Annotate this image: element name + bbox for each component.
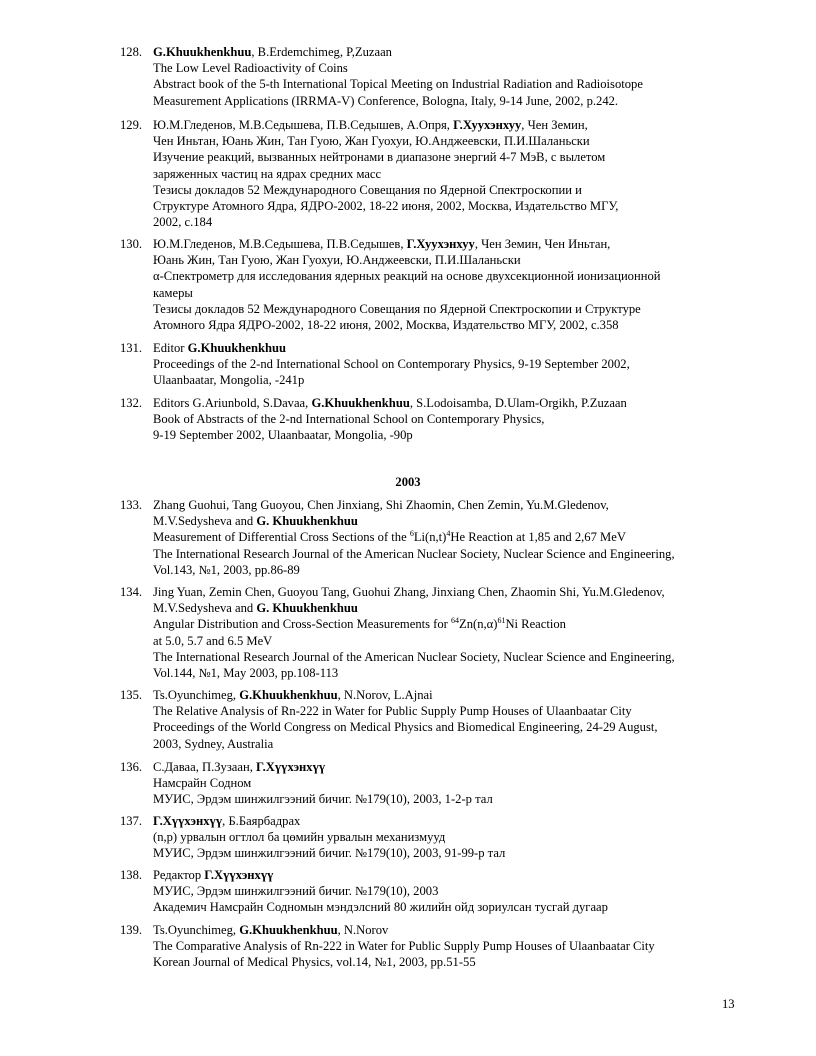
reference-authors: M.V.Sedysheva and G. Khuukhenkhuu — [153, 601, 358, 616]
reference-134 — [120, 584, 740, 681]
reference-number: 137. — [120, 814, 143, 828]
reference-133 — [120, 497, 740, 578]
reference-source: Vol.143, №1, 2003, pp.86-89 — [153, 562, 300, 577]
reference-source: Korean Journal of Medical Physics, vol.14, №1, 2003, pp.51-55 — [153, 955, 476, 970]
reference-130 — [120, 236, 740, 333]
highlighted-author: G.Khuukhenkhuu — [153, 45, 252, 59]
highlighted-author: Г.Хүүхэнхүү — [204, 868, 274, 882]
reference-source: Measurement Applications (IRRMA-V) Conference, Bologna, Italy, 9-14 June, 2002, p.242. — [153, 93, 619, 108]
reference-source: Атомного Ядра ЯДРО-2002, 18-22 июня, 2002, Москва, Издательство МГУ, 2002, с.358 — [153, 318, 619, 333]
reference-title: Изучение реакций, вызванных нейтронами в диапазоне энергий 4-7 МэВ, с вылетом — [153, 150, 606, 165]
reference-authors: Editor G.Khuukhenkhuu — [153, 341, 287, 355]
reference-number: 129. — [120, 118, 143, 132]
reference-title: камеры — [153, 285, 193, 300]
reference-source: Структуре Атомного Ядра, ЯДРО-2002, 18-22 июня, 2002, Москва, Издательство МГУ, — [153, 199, 619, 214]
reference-title: The Comparative Analysis of Rn-222 in Water for Public Supply Pump Houses of Ulaanbaatar City — [153, 939, 655, 954]
reference-title: (n,p) урвалын огтлол ба цөмийн урвалын механизмууд — [153, 830, 446, 845]
reference-authors: Ts.Oyunchimeg, G.Khuukhenkhuu, N.Norov, L.Ajnai — [153, 688, 433, 702]
reference-source: Abstract book of the 5-th International Topical Meeting on Industrial Radiation and Radioisotope — [153, 77, 643, 92]
highlighted-author: G. Khuukhenkhuu — [256, 601, 358, 616]
reference-authors: Юань Жин, Тан Гуою, Жан Гуохуи, Ю.Анджеевски, П.И.Шаланьски — [153, 253, 521, 268]
reference-source: Тезисы докладов 52 Международного Совещания по Ядерной Спектроскопии и Структуре — [153, 301, 641, 316]
reference-title: The Low Level Radioactivity of Coins — [153, 61, 348, 76]
reference-authors: M.V.Sedysheva and G. Khuukhenkhuu — [153, 514, 358, 529]
reference-135 — [120, 687, 740, 752]
year-heading: 2003 — [395, 475, 421, 489]
reference-number: 135. — [120, 688, 143, 702]
reference-number: 130. — [120, 237, 143, 251]
highlighted-author: G. Khuukhenkhuu — [256, 514, 358, 529]
reference-number: 131. — [120, 341, 143, 355]
reference-title: Proceedings of the 2-nd International School on Contemporary Physics, 9-19 September 2002, — [153, 357, 630, 372]
highlighted-author: Г.Хүүхэнхүү — [153, 814, 223, 828]
highlighted-author: Г.Хуухэнхуу — [453, 118, 522, 132]
reference-137 — [120, 813, 740, 862]
highlighted-author: G.Khuukhenkhuu — [239, 923, 338, 937]
reference-title: α-Спектрометр для исследования ядерных реакций на основе двухсекционной ионизационной — [153, 269, 661, 284]
reference-authors: Ts.Oyunchimeg, G.Khuukhenkhuu, N.Norov — [153, 923, 389, 937]
reference-source: 2003, Sydney, Australia — [153, 736, 274, 751]
reference-title: Book of Abstracts of the 2-nd International School on Contemporary Physics, — [153, 412, 545, 427]
reference-authors: С.Даваа, П.Зузаан, Г.Хүүхэнхүү — [153, 760, 326, 774]
highlighted-author: G.Khuukhenkhuu — [311, 396, 410, 410]
reference-number: 128. — [120, 45, 143, 59]
reference-authors: Г.Хүүхэнхүү, Б.Баярбадрах — [153, 814, 301, 828]
reference-source: 9-19 September 2002, Ulaanbaatar, Mongolia, -90p — [153, 428, 413, 443]
reference-source: Ulaanbaatar, Mongolia, -241p — [153, 373, 305, 388]
reference-title: Намсрайн Содном — [153, 776, 252, 791]
reference-139 — [120, 922, 740, 971]
highlighted-author: G.Khuukhenkhuu — [187, 341, 287, 355]
reference-title: The Relative Analysis of Rn-222 in Water for Public Supply Pump Houses of Ulaanbaatar City — [153, 704, 632, 719]
reference-number: 134. — [120, 585, 143, 599]
reference-number: 138. — [120, 868, 143, 882]
reference-number: 133. — [120, 498, 143, 512]
page-number: 13 — [722, 997, 735, 1011]
reference-source: 2002, с.184 — [153, 215, 213, 230]
reference-source: Vol.144, №1, May 2003, pp.108-113 — [153, 666, 339, 681]
reference-authors: Редактор Г.Хүүхэнхүү — [153, 868, 274, 882]
reference-129 — [120, 117, 740, 230]
reference-source: Proceedings of the World Congress on Medical Physics and Biomedical Engineering, 24-29 August, — [153, 720, 658, 735]
reference-authors: Чен Иньтан, Юань Жин, Тан Гуою, Жан Гуохуи, Ю.Анджеевски, П.И.Шаланьски — [153, 134, 590, 149]
reference-128 — [120, 44, 740, 109]
reference-authors: Zhang Guohui, Tang Guoyou, Chen Jinxiang, Shi Zhaomin, Chen Zemin, Yu.M.Gledenov, — [153, 498, 609, 512]
reference-number: 132. — [120, 396, 143, 410]
reference-source: МУИС, Эрдэм шинжилгээний бичиг. №179(10), 2003 — [153, 884, 439, 899]
reference-number: 136. — [120, 760, 143, 774]
highlighted-author: Г.Хүүхэнхүү — [256, 760, 326, 774]
reference-authors: G.Khuukhenkhuu, B.Erdemchimeg, P,Zuzaan — [153, 45, 392, 59]
reference-136 — [120, 759, 740, 808]
reference-title: заряженных частиц на ядрах средних масс — [153, 166, 382, 181]
reference-138 — [120, 867, 740, 916]
reference-title: Measurement of Differential Cross Sections of the $^6Li(n,t)^4He$ Reaction at 1,85 and 2,67 MeV — [153, 529, 626, 545]
reference-authors: Ю.М.Гледенов, М.В.Седышева, П.В.Седышев, А.Опря, Г.Хуухэнхуу, Чен Земин, — [153, 118, 588, 132]
reference-authors: Ю.М.Гледенов, М.В.Седышева, П.В.Седышев, Г.Хуухэнхуу, Чен Земин, Чен Иньтан, — [153, 237, 611, 251]
reference-132 — [120, 395, 740, 444]
reference-source: The International Research Journal of the American Nuclear Society, Nuclear Science and Engineering, — [153, 546, 675, 561]
reference-authors: Editors G.Ariunbold, S.Davaa, G.Khuukhenkhuu, S.Lodoisamba, D.Ulam-Orgikh, P.Zuzaan — [153, 396, 627, 410]
highlighted-author: Г.Хуухэнхуу — [406, 237, 475, 251]
reference-title: at 5.0, 5.7 and 6.5 MeV — [153, 633, 273, 648]
reference-source: МУИС, Эрдэм шинжилгээний бичиг. №179(10), 2003, 91-99-р тал — [153, 846, 506, 861]
reference-title: Академич Намсрайн Содномын мэндэлсний 80 жилийн ойд зориулсан тусгай дугаар — [153, 900, 608, 915]
reference-source: МУИС, Эрдэм шинжилгээний бичиг. №179(10), 2003, 1-2-р тал — [153, 792, 493, 807]
reference-authors: Jing Yuan, Zemin Chen, Guoyou Tang, Guohui Zhang, Jinxiang Chen, Zhaomin Shi, Yu.M.Gledenov, — [153, 585, 665, 599]
reference-number: 139. — [120, 923, 143, 937]
highlighted-author: G.Khuukhenkhuu — [239, 688, 338, 702]
reference-source: Тезисы докладов 52 Международного Совещания по Ядерной Спектроскопии и — [153, 182, 582, 197]
reference-title: Angular Distribution and Cross-Section Measurements for $^{64}Zn(n,\alpha)^{61}Ni$ Reaction — [153, 616, 566, 632]
reference-source: The International Research Journal of the American Nuclear Society, Nuclear Science and Engineering, — [153, 649, 675, 664]
reference-131 — [120, 340, 740, 389]
